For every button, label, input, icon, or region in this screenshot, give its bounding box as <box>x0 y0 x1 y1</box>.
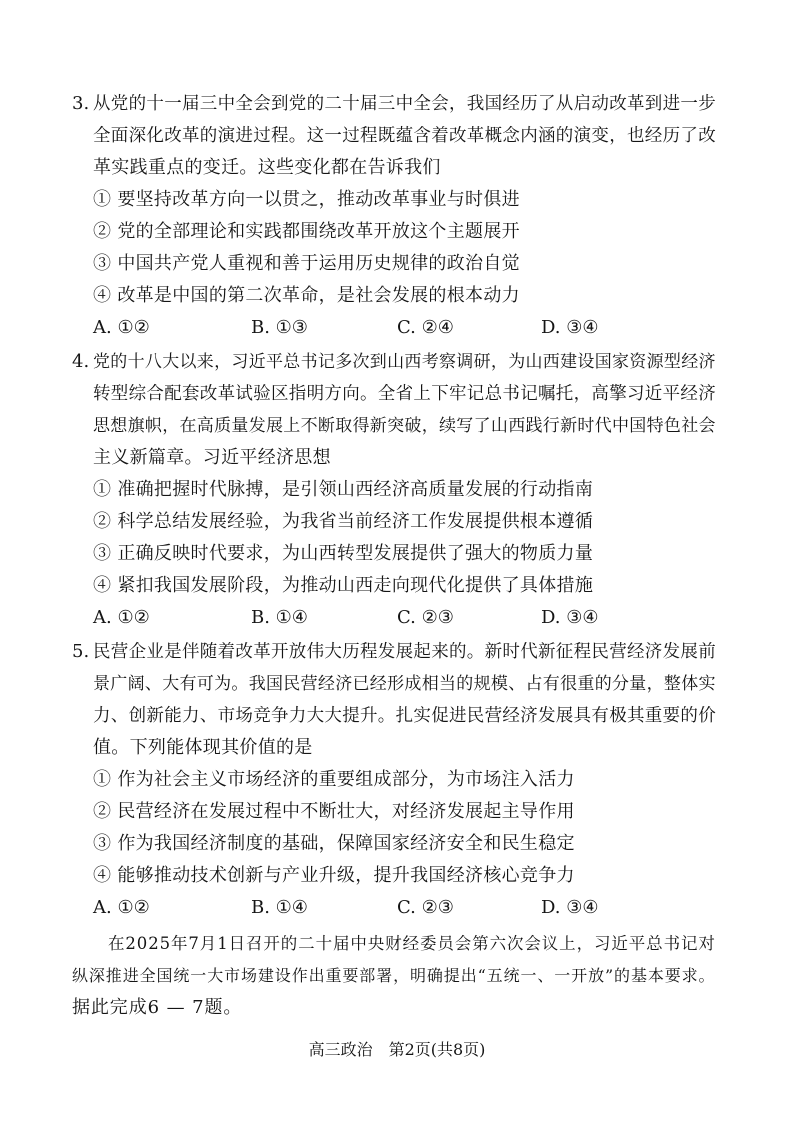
statement-4: ④ 能够推动技术创新与产业升级，提升我国经济核心竞争力 <box>93 865 575 886</box>
option-d[interactable]: D. ③④ <box>541 317 599 338</box>
answer-options <box>93 316 713 340</box>
statement-2: ② 民营经济在发展过程中不断壮大，对经济发展起主导作用 <box>93 801 575 822</box>
question-number: 5. <box>72 641 90 662</box>
option-a[interactable]: A. ①② <box>93 897 150 918</box>
statement-1: ① 作为社会主义市场经济的重要组成部分，为市场注入活力 <box>93 769 575 790</box>
option-b[interactable]: B. ①④ <box>251 607 308 628</box>
option-b[interactable]: B. ①③ <box>251 317 308 338</box>
statement-1: ① 准确把握时代脉搏，是引领山西经济高质量发展的行动指南 <box>93 479 594 500</box>
material-line: 据此完成6 — 7题。 <box>72 997 243 1018</box>
question-number: 4. <box>72 351 90 372</box>
question-stem-line: 全面深化改革的演进过程。这一过程既蕴含着改革概念内涵的演变，也经历了改 <box>93 126 716 146</box>
question-stem-line: 思想旗帜，在高质量发展上不断取得新突破，续写了山西践行新时代中国特色社会 <box>93 416 716 436</box>
material-line: 在2025年7月1日召开的二十届中央财经委员会第六次会议上，习近平总书记对 <box>108 934 716 953</box>
option-c[interactable]: C. ②③ <box>397 897 454 918</box>
question-stem-line: 景广阔、大有可为。我国民营经济已经形成相当的规模、占有很重的分量，整体实 <box>93 674 716 694</box>
question-stem-line: 主义新篇章。习近平经济思想 <box>93 447 331 468</box>
statement-4: ④ 改革是中国的第二次革命，是社会发展的根本动力 <box>93 285 520 306</box>
option-a[interactable]: A. ①② <box>93 317 150 338</box>
option-b[interactable]: B. ①④ <box>251 897 308 918</box>
answer-options <box>93 896 713 920</box>
question-stem-line: 力、创新能力、市场竞争力大大提升。扎实促进民营经济发展具有极其重要的价 <box>93 706 716 726</box>
question-stem-line: 党的十八大以来，习近平总书记多次到山西考察调研，为山西建设国家资源型经济 <box>93 352 716 372</box>
statement-2: ② 党的全部理论和实践都围绕改革开放这个主题展开 <box>93 221 520 242</box>
statement-1: ① 要坚持改革方向一以贯之，推动改革事业与时俱进 <box>93 189 520 210</box>
statement-2: ② 科学总结发展经验，为我省当前经济工作发展提供根本遵循 <box>93 511 594 532</box>
question-stem-line: 转型综合配套改革试验区指明方向。全省上下牢记总书记嘱托，高擎习近平经济 <box>93 384 716 404</box>
question-stem-line: 值。下列能体现其价值的是 <box>93 737 313 758</box>
statement-3: ③ 作为我国经济制度的基础，保障国家经济安全和民生稳定 <box>93 833 575 854</box>
option-a[interactable]: A. ①② <box>93 607 150 628</box>
option-c[interactable]: C. ②③ <box>397 607 454 628</box>
answer-options <box>93 606 713 630</box>
option-d[interactable]: D. ③④ <box>541 607 599 628</box>
page-footer: 高三政治 第2页(共8页) <box>308 1040 486 1059</box>
statement-3: ③ 正确反映时代要求，为山西转型发展提供了强大的物质力量 <box>93 543 594 564</box>
statement-4: ④ 紧扣我国发展阶段，为推动山西走向现代化提供了具体措施 <box>93 575 594 596</box>
material-line: 纵深推进全国统一大市场建设作出重要部署，明确提出“五统一、一开放”的基本要求。 <box>72 966 716 985</box>
question-stem-line: 从党的十一届三中全会到党的二十届三中全会，我国经历了从启动改革到进一步 <box>93 94 716 114</box>
question-number: 3. <box>72 93 90 114</box>
question-stem-line: 革实践重点的变迁。这些变化都在告诉我们 <box>93 157 441 178</box>
option-d[interactable]: D. ③④ <box>541 897 599 918</box>
option-c[interactable]: C. ②④ <box>397 317 454 338</box>
question-stem-line: 民营企业是伴随着改革开放伟大历程发展起来的。新时代新征程民营经济发展前 <box>93 642 716 662</box>
statement-3: ③ 中国共产党人重视和善于运用历史规律的政治自觉 <box>93 253 520 274</box>
